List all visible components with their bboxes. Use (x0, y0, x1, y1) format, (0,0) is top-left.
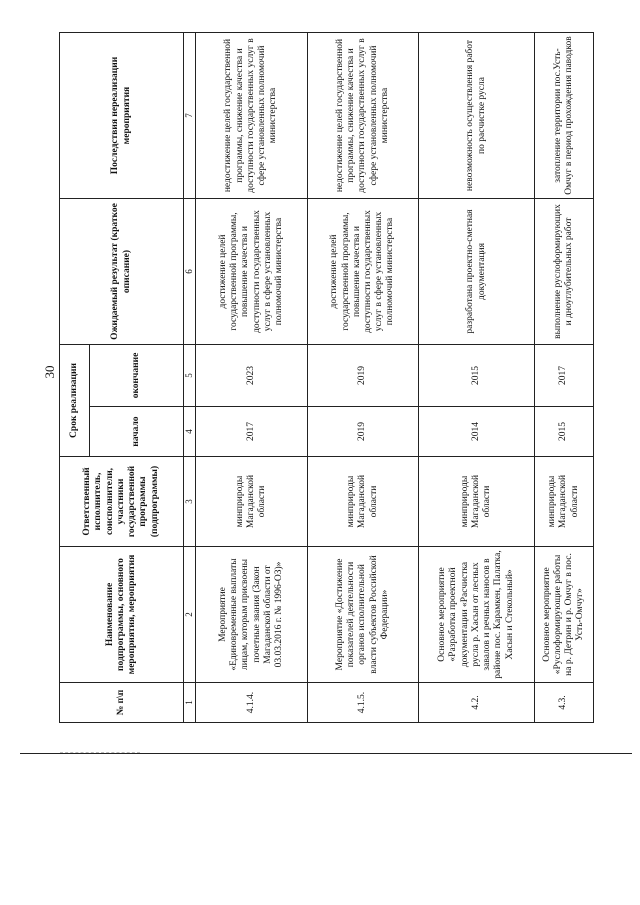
row-start: 2014 (419, 407, 535, 457)
table-row (308, 33, 419, 723)
row-responsible: минприроды Магаданской области (196, 457, 308, 547)
column-number-row (184, 33, 196, 723)
row-result: достижение целей государственной программы, повышение качества и доступности государственных услуг в сфере установленных полномочий министерства (196, 199, 308, 345)
header-end: окончание (90, 345, 184, 407)
row-consequences: затопление территории пос.Усть-Омчуг в период прохождения паводков (535, 33, 594, 199)
header-start: начало (90, 407, 184, 457)
header-name: Наименование подпрограммы, основного мероприятия, мероприятия (60, 547, 184, 683)
row-name: Мероприятие «Достижение показателей деятельности органов исполнительной власти субъектов Российской Федерации» (308, 547, 419, 683)
row-result: выполнение руслоформирующих и дноуглубительных работ (535, 199, 594, 345)
column-number: 3 (184, 457, 196, 547)
row-responsible: минприроды Магаданской области (535, 457, 594, 547)
row-num: 4.3. (535, 683, 594, 723)
table-row (419, 33, 535, 723)
row-name: Основное мероприятие «Руслоформирующие работы на р. Детрин и р. Омчуг в пос. Усть-Омчуг» (535, 547, 594, 683)
page-rule (20, 753, 632, 754)
column-number: 4 (184, 407, 196, 457)
page-number: 30 (42, 365, 57, 379)
row-num: 4.1.5. (308, 683, 419, 723)
header-responsible: Ответственный исполнитель, соисполнители, участники государственной программы (подпрограммы) (60, 457, 184, 547)
column-number: 1 (184, 683, 196, 723)
column-number: 6 (184, 199, 196, 345)
header-num: № п\п (60, 683, 184, 723)
row-end: 2023 (196, 345, 308, 407)
row-result: достижение целей государственной программы, повышение качества и доступности государственных услуг в сфере установленных полномочий министерства (308, 199, 419, 345)
row-name: Мероприятие «Единовременные выплаты лицам, которым присвоены почетные звания (Закон Магаданской области от 03.03.2016 г. № 1996-ОЗ)» (196, 547, 308, 683)
column-number: 7 (184, 33, 196, 199)
table-container (59, 33, 594, 723)
column-number: 5 (184, 345, 196, 407)
row-responsible: минприроды Магаданской области (308, 457, 419, 547)
row-start: 2017 (196, 407, 308, 457)
row-consequences: невозможность осуществления работ по расчистке русла (419, 33, 535, 199)
row-start: 2019 (308, 407, 419, 457)
row-end: 2015 (419, 345, 535, 407)
column-number: 2 (184, 547, 196, 683)
header-consequences: Последствия нереализации мероприятия (60, 33, 184, 199)
header-period: Срок реализации (60, 345, 90, 457)
row-responsible: минприроды Магаданской области (419, 457, 535, 547)
measures-table (59, 32, 594, 723)
row-result: разработана проектно-сметная документация (419, 199, 535, 345)
row-end: 2017 (535, 345, 594, 407)
row-name: Основное мероприятие «Разработка проектной документации «Расчистка русла р. Хасын от лесных завалов и речных наносов в районе пос. Карамкен, Палатка, Хасын и Стекольный» (419, 547, 535, 683)
header-result: Ожидаемый результат (краткое описание) (60, 199, 184, 345)
table-row (196, 33, 308, 723)
row-end: 2019 (308, 345, 419, 407)
row-consequences: недостижение целей государственной программы, снижение качества и доступности государственных услуг в сфере установленных полномочий министерства (196, 33, 308, 199)
rotated-page (59, 33, 594, 723)
row-consequences: недостижение целей государственной программы, снижение качества и доступности государственных услуг в сфере установленных полномочий министерства (308, 33, 419, 199)
row-num: 4.1.4. (196, 683, 308, 723)
row-num: 4.2. (419, 683, 535, 723)
row-start: 2015 (535, 407, 594, 457)
table-row (535, 33, 594, 723)
